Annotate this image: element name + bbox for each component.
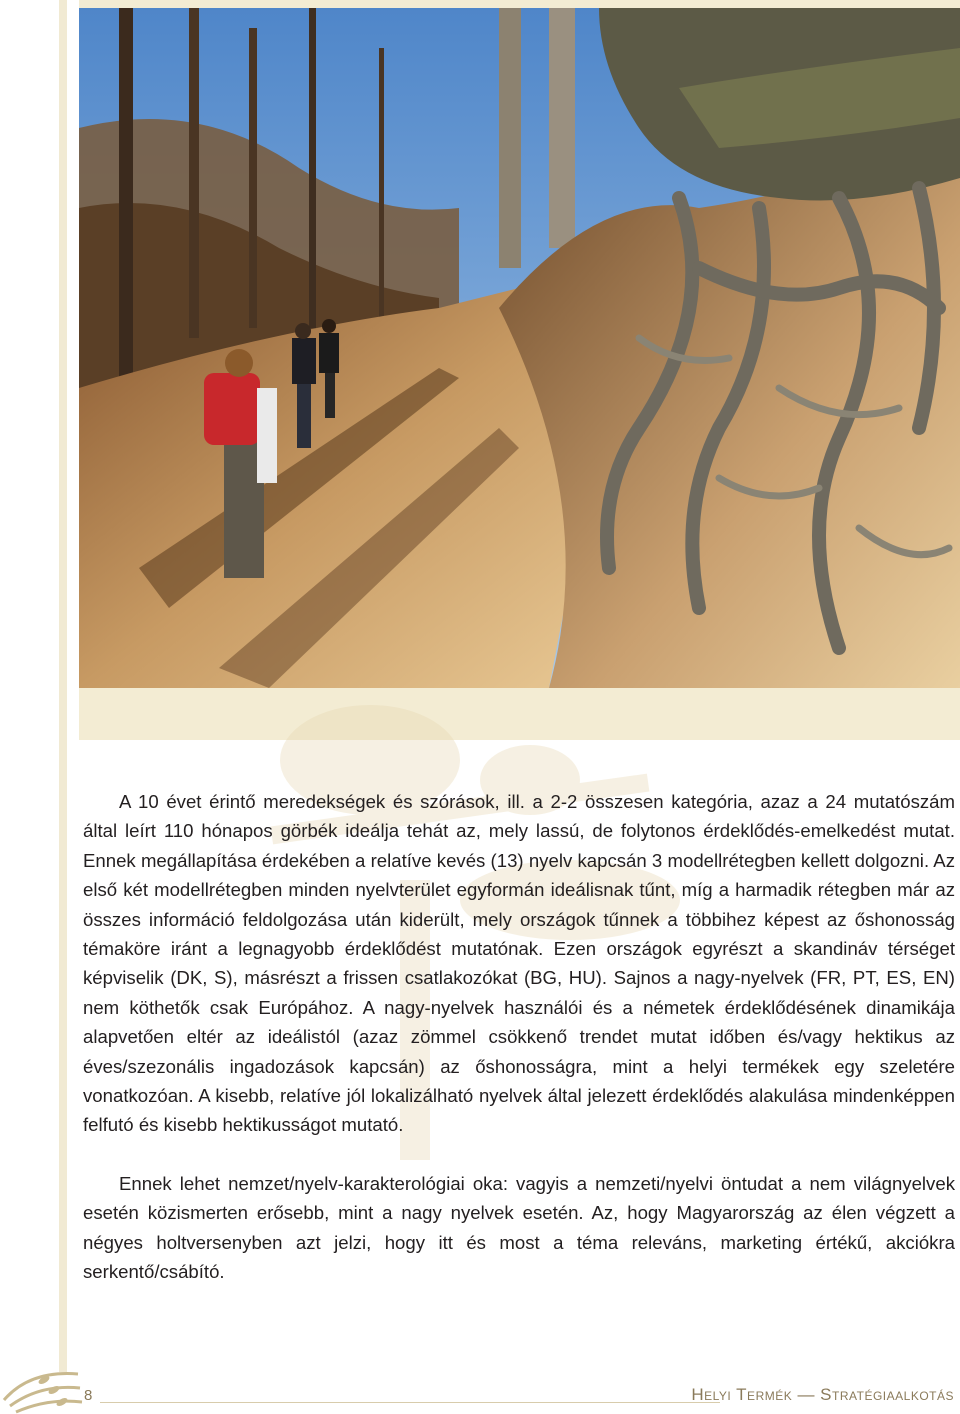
- wheat-logo-icon: [0, 1360, 84, 1414]
- running-footer-title: Helyi Termék — Stratégiaalkotás: [691, 1385, 954, 1404]
- footer-divider: [100, 1402, 720, 1403]
- left-margin-rule: [59, 0, 67, 1372]
- page-number: 8: [84, 1387, 93, 1404]
- body-text: [83, 787, 955, 1287]
- paragraph-1: A 10 évet érintő meredekségek és szórások, ill. a 2-2 összesen kategória, azaz a 24 mutatószám által leírt 110 hónapos görbék ideálja tehát az, mely lassú, de folytonos érdeklődés-emelkedést mutat. Ennek megállapítása érdekében a relatíve kevés (13) nyelv kapcsán 3 modellrétegben kellett dolgozni. Az első két modellrétegben minden nyelvterület egyformán ideálisnak tűnt, míg a harmadik rétegben már az összes információ feldolgozása után kiderült, mely országok tűnnek a többihez képest az őshonosság témaköre iránt a legnagyobb érdeklődést mutatónak. Ezen országok egyrészt a skandináv térséget képviselik (DK, S), másrészt a frissen csatlakozókat (BG, HU). Sajnos a nagy-nyelvek (FR, PT, ES, EN) nem köthetők csak Európához. A nagy-nyelvek használói és a németek érdeklődésének dinamikája alapvetően eltér az ideálistól (azaz zömmel csökkenő trendet mutat időben és/vagy hektikus az éves/szezonális ingadozások kapcsán) az őshonosságra, mint a helyi termékek egy szeletére vonatkozóan. A kisebb, relatíve jól lokalizálható nyelvek által jelezett érdeklődés alakulása mindenképpen felfutó és kisebb hektikusságot mutató.: [83, 791, 955, 1136]
- forest-photo-illustration: [79, 8, 960, 688]
- paragraph-2: Ennek lehet nemzet/nyelv-karakterológiai oka: vagyis a nemzeti/nyelvi öntudat a nem világnyelvek esetén közismerten erősebb, mint a nagy nyelvek esetén. Az, hogy Magyarország az élen végzett a négyes holtversenyben azt jelzi, hogy itt és most a téma releváns, marketing értékű, akciókra serkentő/csábító.: [83, 1172, 955, 1283]
- hiking-photo: [79, 8, 960, 688]
